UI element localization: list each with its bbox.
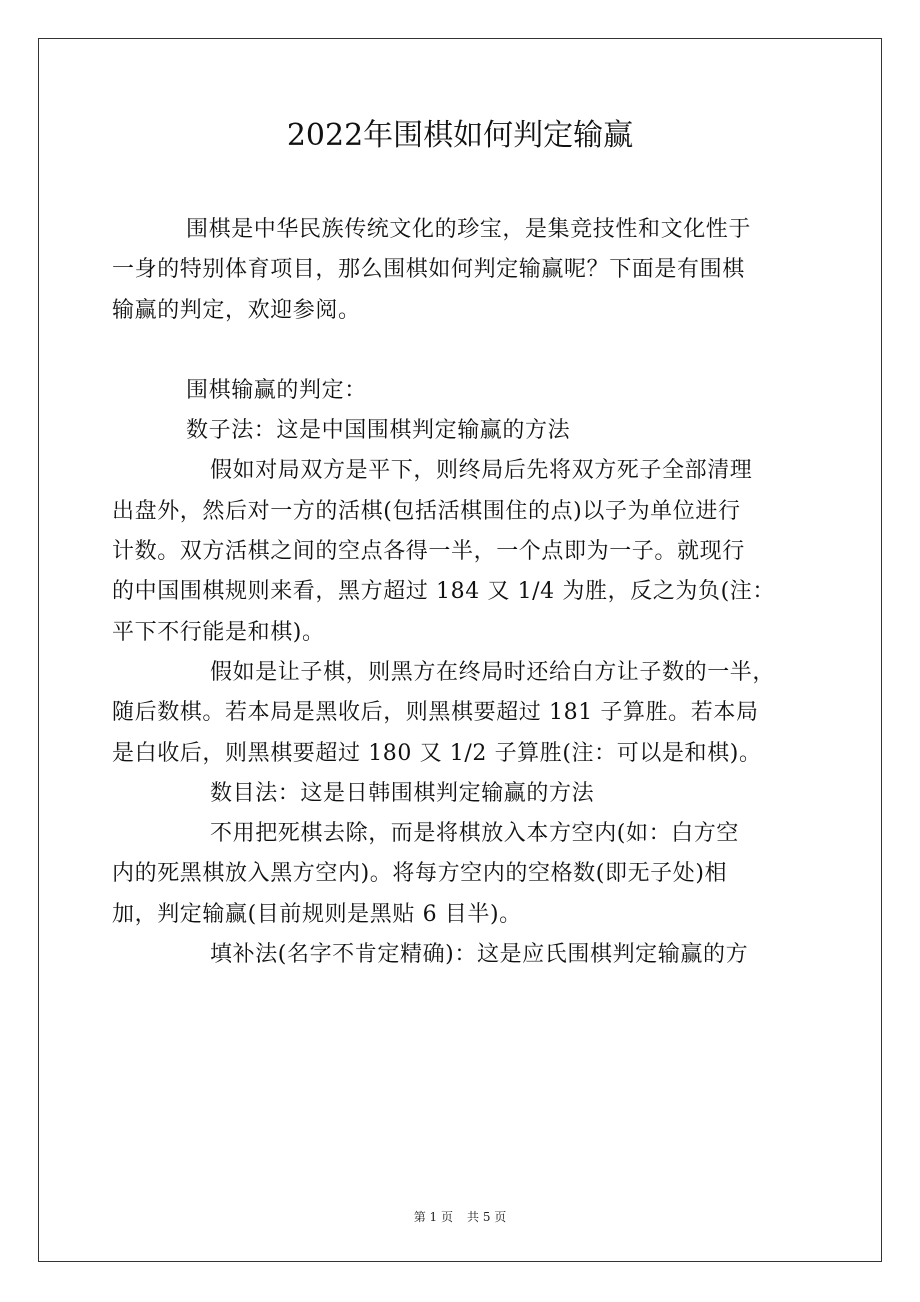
paragraph-line: 内的死黑棋放入黑方空内)。将每方空内的空格数(即无子处)相 (112, 861, 728, 887)
paragraph-line: 输赢的判定，欢迎参阅。 (112, 297, 361, 323)
paragraph-line: 平下不行能是和棋)。 (112, 619, 325, 645)
paragraph-line: 计数。双方活棋之间的空点各得一半，一个点即为一子。就现行 (112, 539, 745, 565)
document-body (112, 210, 812, 975)
method-heading: 数目法：这是日韩围棋判定输赢的方法 (210, 780, 595, 806)
paragraph-line: 一身的特别体育项目，那么围棋如何判定输赢呢？下面是有围棋 (112, 257, 745, 283)
paragraph-line: 假如是让子棋，则黑方在终局时还给白方让子数的一半， (210, 659, 776, 685)
page-number: 第 1 页 (413, 1210, 453, 1224)
method-heading: 数子法：这是中国围棋判定输赢的方法 (186, 418, 571, 444)
document-title: 2022年围棋如何判定输赢 (286, 118, 634, 153)
paragraph-line: 围棋是中华民族传统文化的珍宝，是集竞技性和文化性于 (186, 217, 752, 242)
page-total: 共 5 页 (467, 1210, 507, 1224)
paragraph-line: 是白收后，则黑棋要超过 180 又 1/2 子算胜(注：可以是和棋)。 (112, 740, 762, 766)
method-heading: 填补法(名字不肯定精确)：这是应氏围棋判定输赢的方 (210, 942, 749, 968)
blank-line (112, 331, 812, 371)
section-heading: 围棋输赢的判定： (186, 377, 367, 403)
paragraph-line: 随后数棋。若本局是黑收后，则黑棋要超过 181 子算胜。若本局 (112, 700, 759, 726)
paragraph-line: 不用把死棋去除，而是将棋放入本方空内(如：白方空 (210, 821, 739, 847)
paragraph-line: 假如对局双方是平下，则终局后先将双方死子全部清理 (210, 458, 753, 484)
paragraph-line: 出盘外，然后对一方的活棋(包括活棋围住的点)以子为单位进行 (112, 498, 741, 524)
paragraph-line: 加，判定输赢(目前规则是黑贴 6 目半)。 (112, 901, 522, 927)
paragraph-line: 的中国围棋规则来看，黑方超过 184 又 1/4 为胜，反之为负(注： (112, 579, 775, 605)
page-footer (0, 1208, 920, 1226)
